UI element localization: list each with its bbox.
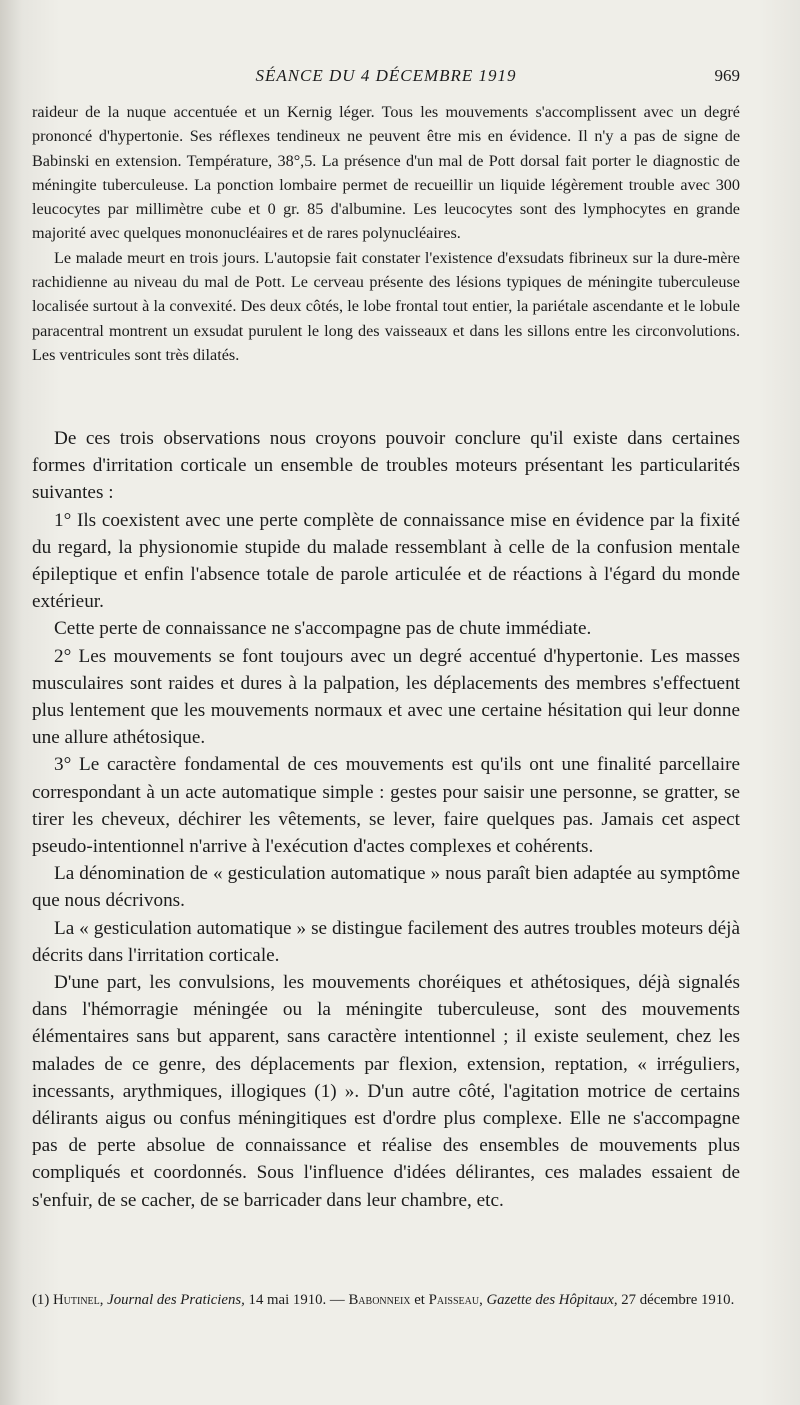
page-header xyxy=(32,66,740,92)
footnote-conjunction: et xyxy=(414,1292,425,1308)
footnote-author: Hutinel, xyxy=(52,1292,104,1308)
footnote-journal: Gazette des Hôpitaux, xyxy=(486,1292,618,1308)
footnote-date: 14 mai 1910. — xyxy=(248,1292,345,1308)
paragraph: 1° Ils coexistent avec une perte complète de connaissance mise en évidence par la fixité du regard, la physionomie stupide du malade ressemblant à celle de la confusion mentale épileptique et enfin l'absence totale de parole articulée et de réactions à l'égard du monde extérieur. xyxy=(32,509,740,613)
footnote-author: Babonneix xyxy=(348,1292,411,1308)
paragraph: La « gesticulation automatique » se distingue facilement des autres troubles moteurs déjà décrits dans l'irritation corticale. xyxy=(32,917,740,966)
case-report-text xyxy=(32,100,740,367)
paragraph: raideur de la nuque accentuée et un Kernig léger. Tous les mouvements s'accomplissent avec un degré prononcé d'hypertonie. Ses réflexes tendineux ne peuvent être mis en évidence. Il n'y a pas de signe de Babinski en extension. Température, 38°,5. La présence d'un mal de Pott dorsal fait porter le diagnostic de méningite tuberculeuse. La ponction lombaire permet de recueillir un liquide légèrement trouble avec 300 leucocytes par millimètre cube et 0 gr. 85 d'albumine. Les leucocytes sont des lymphocytes en grande majorité avec quelques mononucléaires et de rares polynucléaires. xyxy=(32,103,740,243)
paragraph: Le malade meurt en trois jours. L'autopsie fait constater l'existence d'exsudats fibrineux sur la dure-mère rachidienne au niveau du mal de Pott. Le cerveau présente des lésions typiques de méningite tuberculeuse localisée surtout à la convexité. Des deux côtés, le lobe frontal tout entier, la pariétale ascendante et le lobule paracentral montrent un exsudat purulent le long des vaisseaux et dans les sillons entre les circonvolutions. Les ventricules sont très dilatés. xyxy=(32,248,740,364)
paragraph: De ces trois observations nous croyons pouvoir conclure qu'il existe dans certaines formes d'irritation corticale un ensemble de troubles moteurs présentant les particularités suivantes : xyxy=(32,428,740,504)
running-title: SÉANCE DU 4 DÉCEMBRE 1919 xyxy=(255,66,517,85)
paragraph: 3° Le caractère fondamental de ces mouvements est qu'ils ont une finalité parcellaire correspondant à un acte automatique simple : gestes pour saisir une personne, se gratter, se tirer les cheveux, déchirer les vêtements, se lever, faire quelques pas. Jamais cet aspect pseudo-intentionnel n'arrive à l'exécution d'actes complexes et cohérents. xyxy=(32,754,740,858)
footnote-author: Paisseau, xyxy=(428,1292,483,1308)
footnote xyxy=(32,1290,740,1310)
footnote-journal: Journal des Praticiens, xyxy=(107,1292,245,1308)
paragraph: La dénomination de « gesticulation automatique » nous paraît bien adaptée au symptôme que nous décrivons. xyxy=(32,863,740,912)
paragraph: Cette perte de connaissance ne s'accompagne pas de chute immédiate. xyxy=(54,618,592,640)
paragraph: 2° Les mouvements se font toujours avec un degré accentué d'hypertonie. Les masses musculaires sont raides et dures à la palpation, les déplacements des membres s'effectuent plus lentement que les mouvements normaux et avec une certaine hésitation qui leur donne une allure athétosique. xyxy=(32,645,740,749)
footnote-date: 27 décembre 1910. xyxy=(621,1292,735,1308)
page-number: 969 xyxy=(714,66,740,85)
footnote-marker: (1) xyxy=(32,1292,50,1308)
paragraph: D'une part, les convulsions, les mouvements choréiques et athétosiques, déjà signalés dans l'hémorragie méningée ou la méningite tuberculeuse, sont des mouvements élémentaires sans but apparent, sans caractère intentionnel ; il existe seulement, chez les malades de ce genre, des déplacements par flexion, extension, reptation, « irréguliers, incessants, arythmiques, illogiques (1) ». D'un autre côté, l'agitation motrice de certains délirants aigus ou confus méningitiques est d'ordre plus complexe. Elle ne s'accompagne pas de perte absolue de connaissance et réalise des ensembles de mouvements plus compliqués et coordonnés. Sous l'influence d'idées délirantes, ces malades essaient de s'enfuir, de se cacher, de se barricader dans leur chambre, etc. xyxy=(32,972,740,1211)
main-body-text xyxy=(32,425,740,1214)
